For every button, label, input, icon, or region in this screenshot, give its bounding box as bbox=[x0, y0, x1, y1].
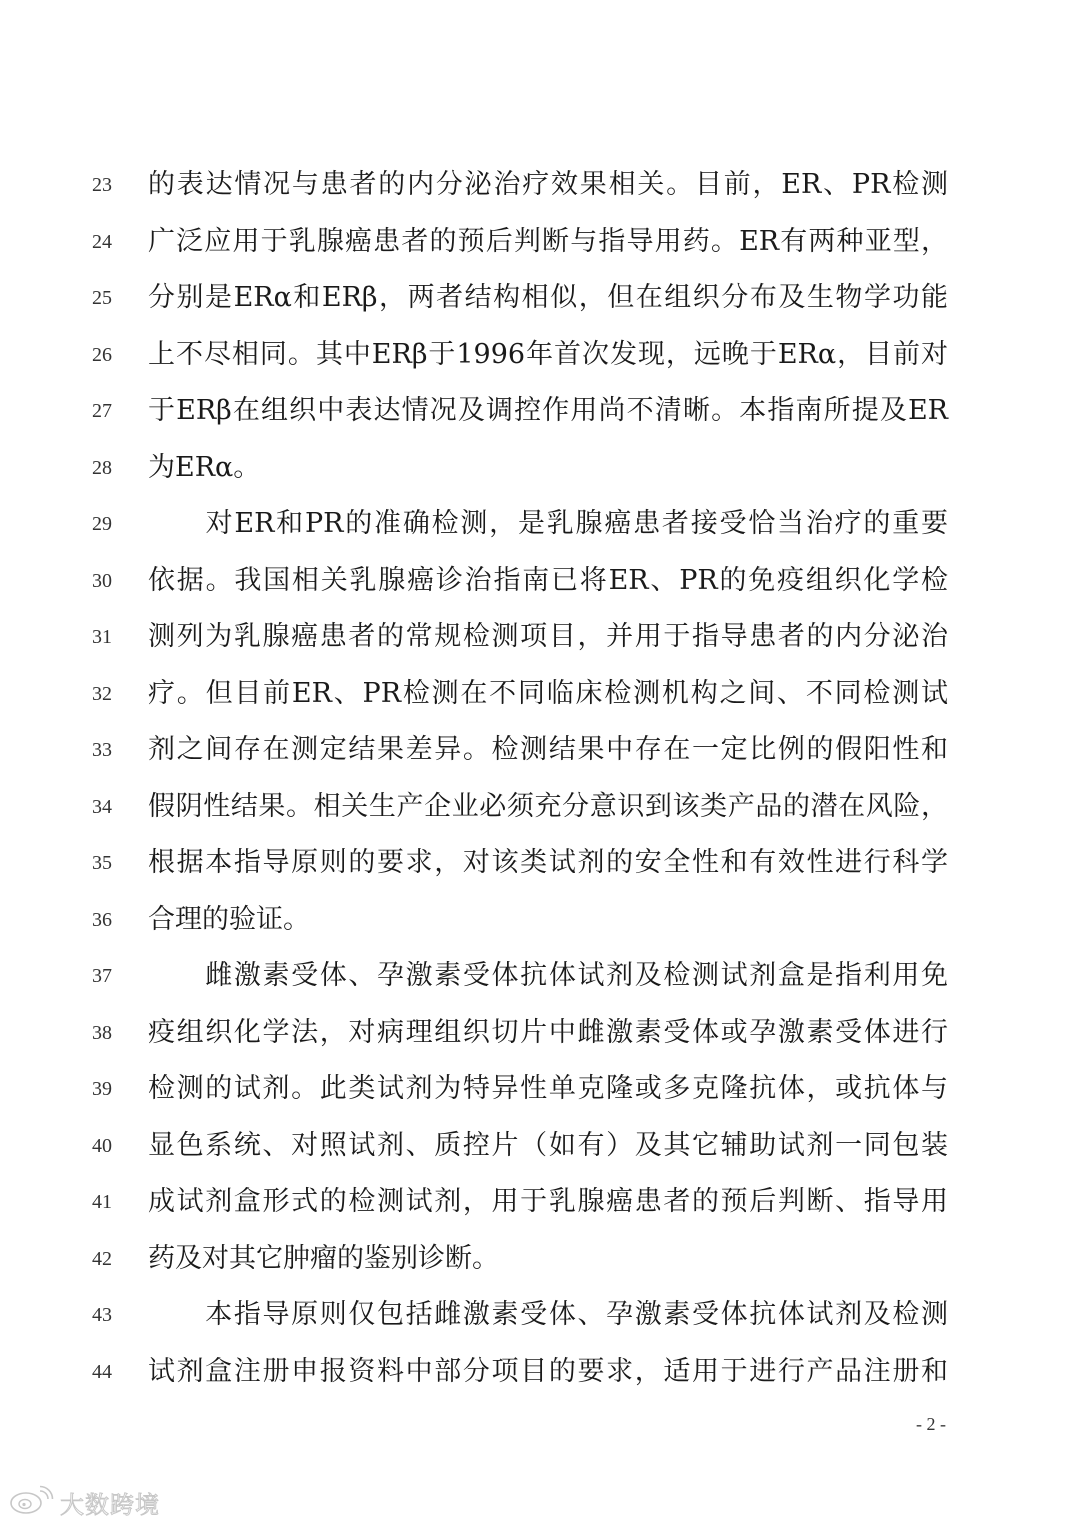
text-line bbox=[0, 448, 1080, 488]
line-text: 依据。我国相关乳腺癌诊治指南已将ER、PR的免疫组织化学检 bbox=[148, 565, 948, 596]
line-text: 合理的验证。 bbox=[148, 904, 310, 935]
text-line bbox=[0, 843, 1080, 883]
line-text: 检测的试剂。此类试剂为特异性单克隆或多克隆抗体，或抗体与 bbox=[148, 1073, 948, 1104]
line-number: 41 bbox=[92, 1191, 112, 1213]
line-text: 为ERα。 bbox=[148, 452, 261, 483]
line-text: 根据本指导原则的要求，对该类试剂的安全性和有效性进行科学 bbox=[148, 847, 948, 878]
line-text: 假阴性结果。相关生产企业必须充分意识到该类产品的潜在风险， bbox=[148, 791, 948, 822]
text-line bbox=[0, 1013, 1080, 1053]
line-text: 测列为乳腺癌患者的常规检测项目，并用于指导患者的内分泌治 bbox=[148, 621, 948, 652]
line-number: 23 bbox=[92, 174, 112, 196]
line-text: 药及对其它肿瘤的鉴别诊断。 bbox=[148, 1243, 499, 1274]
text-line bbox=[0, 730, 1080, 770]
line-number: 43 bbox=[92, 1304, 112, 1326]
text-line bbox=[0, 1239, 1080, 1279]
text-line bbox=[0, 1182, 1080, 1222]
line-number: 37 bbox=[92, 965, 112, 987]
text-line bbox=[0, 165, 1080, 205]
line-number: 34 bbox=[92, 796, 112, 818]
line-number: 29 bbox=[92, 513, 112, 535]
line-text: 疗。但目前ER、PR检测在不同临床检测机构之间、不同检测试 bbox=[148, 678, 948, 709]
line-number: 28 bbox=[92, 457, 112, 479]
text-line bbox=[0, 561, 1080, 601]
text-line bbox=[0, 1126, 1080, 1166]
line-number: 27 bbox=[92, 400, 112, 422]
line-text: 上不尽相同。其中ERβ于1996年首次发现，远晚于ERα，目前对 bbox=[148, 339, 948, 370]
line-text: 成试剂盒形式的检测试剂，用于乳腺癌患者的预后判断、指导用 bbox=[148, 1186, 948, 1217]
line-text: 试剂盒注册申报资料中部分项目的要求，适用于进行产品注册和 bbox=[148, 1356, 948, 1387]
text-line bbox=[0, 900, 1080, 940]
line-number: 31 bbox=[92, 626, 112, 648]
line-text: 雌激素受体、孕激素受体抗体试剂及检测试剂盒是指利用免 bbox=[148, 960, 948, 991]
line-number: 26 bbox=[92, 344, 112, 366]
line-number: 42 bbox=[92, 1248, 112, 1270]
line-text: 对ER和PR的准确检测，是乳腺癌患者接受恰当治疗的重要 bbox=[148, 508, 948, 539]
text-line bbox=[0, 504, 1080, 544]
page-number: - 2 - bbox=[916, 1414, 946, 1434]
line-number: 40 bbox=[92, 1135, 112, 1157]
text-line bbox=[0, 1295, 1080, 1335]
text-line bbox=[0, 956, 1080, 996]
text-line bbox=[0, 1352, 1080, 1392]
text-line bbox=[0, 391, 1080, 431]
text-line bbox=[0, 222, 1080, 262]
text-line bbox=[0, 278, 1080, 318]
line-number: 25 bbox=[92, 287, 112, 309]
text-line bbox=[0, 787, 1080, 827]
weibo-icon bbox=[8, 1485, 54, 1519]
line-text: 显色系统、对照试剂、质控片（如有）及其它辅助试剂一同包装 bbox=[148, 1130, 948, 1161]
line-number: 33 bbox=[92, 739, 112, 761]
line-number: 35 bbox=[92, 852, 112, 874]
line-number: 38 bbox=[92, 1022, 112, 1044]
watermark bbox=[8, 1484, 160, 1520]
text-line bbox=[0, 674, 1080, 714]
line-text: 剂之间存在测定结果差异。检测结果中存在一定比例的假阳性和 bbox=[148, 734, 948, 765]
line-number: 39 bbox=[92, 1078, 112, 1100]
line-text: 广泛应用于乳腺癌患者的预后判断与指导用药。ER有两种亚型， bbox=[148, 226, 948, 257]
line-number: 32 bbox=[92, 683, 112, 705]
line-number: 30 bbox=[92, 570, 112, 592]
line-number: 24 bbox=[92, 231, 112, 253]
line-number: 44 bbox=[92, 1361, 112, 1383]
line-text: 本指导原则仅包括雌激素受体、孕激素受体抗体试剂及检测 bbox=[148, 1299, 948, 1330]
line-text: 分别是ERα和ERβ，两者结构相似，但在组织分布及生物学功能 bbox=[148, 282, 948, 313]
text-line bbox=[0, 617, 1080, 657]
watermark-text: 大数跨境 bbox=[60, 1490, 160, 1519]
line-text: 于ERβ在组织中表达情况及调控作用尚不清晰。本指南所提及ER bbox=[148, 395, 948, 426]
text-line bbox=[0, 1069, 1080, 1109]
line-number: 36 bbox=[92, 909, 112, 931]
line-text: 的表达情况与患者的内分泌治疗效果相关。目前，ER、PR检测 bbox=[148, 169, 948, 200]
text-line bbox=[0, 335, 1080, 375]
line-text: 疫组织化学法，对病理组织切片中雌激素受体或孕激素受体进行 bbox=[148, 1017, 948, 1048]
